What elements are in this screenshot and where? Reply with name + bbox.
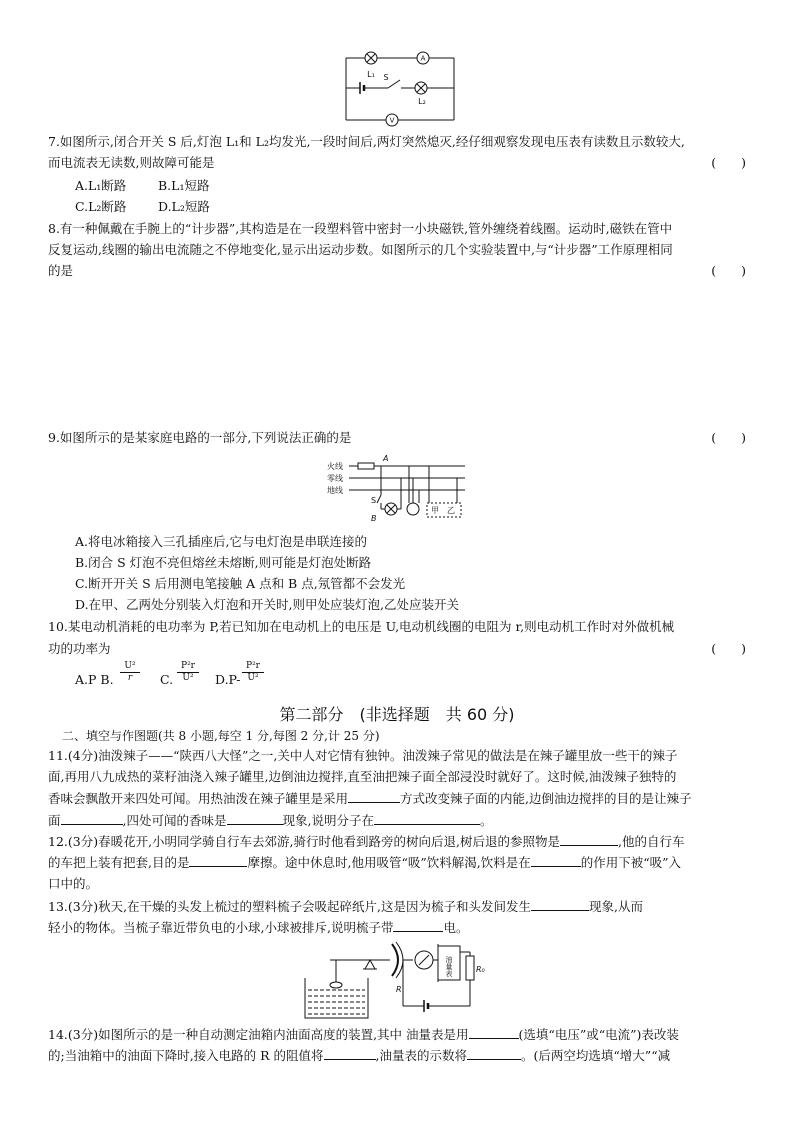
q14-line2	[48, 1047, 670, 1065]
q11-line2: 面,再用八九成热的菜籽油浇入辣子罐里,边倒油边搅拌,直至油把辣子面全部浸没时就好了。这时候,油泼辣子独特的	[48, 769, 677, 784]
q10-b-denominator: r	[127, 673, 133, 683]
q14-line2-part3: 。(后两空均选填“增大”“减	[521, 1048, 671, 1063]
q12-line2	[48, 854, 681, 872]
q12-line3: 口中的。	[48, 876, 99, 891]
q14-line2-part1: 的;当油箱中的油面下降时,接入电路的 R 的阻值将	[48, 1048, 324, 1063]
fuse-icon	[358, 463, 374, 469]
q12-line2-part1: 的车把上装有把套,目的是	[48, 855, 190, 870]
q9-option-d: D.在甲、乙两处分别装入灯泡和开关时,则甲处应装灯泡,乙处应装开关	[75, 597, 459, 612]
q11-blank-2	[61, 812, 123, 825]
q8-stem-line3: 的是	[48, 263, 74, 278]
q10-c-numerator: P²r	[177, 661, 199, 673]
q8-stem-line2: 反复运动,线圈的输出电流随之不停地变化,显示出运动步数。如图所示的几个实验装置中,与“计步器”工作原理相同	[48, 242, 673, 257]
q9-household-circuit-figure	[325, 453, 470, 525]
q10-d-numerator: P²r	[242, 661, 264, 673]
q11-line3-part2: 方式改变辣子面的内能,边倒油边搅拌的目的是让辣子	[400, 791, 692, 806]
ammeter-label: A	[420, 54, 426, 63]
q12-blank-1	[560, 833, 618, 846]
q11-line4-part4: 。	[479, 813, 493, 828]
q10-d-denominator: U²	[247, 673, 259, 683]
q13-blank-2	[393, 919, 443, 932]
ground-wire-label: 地线	[327, 486, 343, 495]
q11-line1: 11.(4分)油泼辣子——“陕西八大怪”之一,关中人对它情有独钟。油泼辣子常见的做法是在辣子罐里放一些干的辣子	[48, 748, 678, 763]
q10-option-c-fraction	[177, 661, 199, 684]
q7-stem-line1: 7.如图所示,闭合开关 S 后,灯泡 L₁和 L₂均发光,一段时间后,两灯突然熄灭,经仔细观察发现电压表有读数且示数较大,	[48, 134, 685, 149]
q10-c-denominator: U²	[182, 673, 194, 683]
q11-line4-part1: 面	[48, 813, 61, 828]
q14-oil-gauge-figure	[300, 938, 500, 1020]
q11-blank-4	[374, 812, 480, 825]
fire-wire-label: 火线	[327, 462, 343, 471]
q9-answer-paren: ( )	[711, 430, 746, 445]
q11-line3	[48, 790, 692, 808]
q10-stem-line1: 10.某电动机消耗的电功率为 P,若已知加在电动机上的电压是 U,电动机线圈的电阻为 r,则电动机工作时对外做机械	[48, 619, 675, 634]
q13-line2-part1: 轻小的物体。当梳子靠近带负电的小球,小球被排斥,说明梳子带	[48, 920, 394, 935]
q14-line1	[48, 1026, 679, 1044]
q13-line2	[48, 919, 468, 937]
q11-line4	[48, 812, 493, 830]
q10-b-numerator: U²	[120, 661, 140, 673]
q14-line1-part2: (选填“电压”或“电流”)表改装	[518, 1027, 679, 1042]
q7-option-c: C.L₂断路	[75, 199, 127, 214]
lamp1-label: L₁	[367, 70, 375, 79]
section2-title: 第二部分 (非选择题 共 60 分)	[279, 705, 515, 724]
q14-line2-part2: ,油量表的示数将	[375, 1048, 468, 1063]
voltmeter-label: V	[389, 116, 395, 125]
q7-stem-line2: 而电流表无读数,则故障可能是	[48, 155, 215, 170]
q11-line4-part3: 现象,说明分子在	[282, 813, 374, 828]
q14-blank-2	[324, 1047, 376, 1060]
q8-answer-paren: ( )	[711, 263, 746, 278]
q13-line2-part2: 电。	[443, 920, 469, 935]
zero-wire-label: 零线	[327, 474, 343, 483]
q11-line4-part2: ,四处可闻的香味是	[122, 813, 227, 828]
q7-answer-paren: ( )	[711, 155, 746, 170]
q12-blank-2	[189, 854, 247, 867]
point-a-label: A	[383, 454, 389, 463]
q11-blank-1	[348, 790, 400, 803]
yi-label: 乙	[447, 506, 455, 515]
q10-option-b-fraction	[120, 661, 140, 684]
r-label: R	[396, 985, 402, 994]
q13-blank-1	[531, 898, 589, 911]
q12-line2-part2: 摩擦。途中休息时,他用吸管“吸”饮料解渴,饮料是在	[247, 855, 531, 870]
q12-line2-part3: 的作用下被“吸”入	[580, 855, 681, 870]
q7-circuit-figure	[338, 44, 460, 130]
q7-option-d: D.L₂短路	[158, 199, 210, 214]
q7-option-a: A.L₁断路	[75, 178, 127, 193]
q10-option-d-fraction	[242, 661, 264, 684]
q10-option-c: C.	[160, 672, 174, 687]
q10-option-ab: A.P B.	[75, 672, 114, 687]
jia-label: 甲	[431, 506, 439, 515]
section2-subtitle: 二、填空与作图题(共 8 小题,每空 1 分,每图 2 分,计 25 分)	[62, 729, 380, 743]
q12-blank-3	[531, 854, 581, 867]
q9-option-a: A.将电冰箱接入三孔插座后,它与电灯泡是串联连接的	[75, 534, 367, 549]
q12-line1-part2: ,他的自行车	[618, 834, 685, 849]
q9-stem: 9.如图所示的是某家庭电路的一部分,下列说法正确的是	[48, 430, 352, 445]
q12-line1	[48, 833, 685, 851]
lamp2-label: L₂	[418, 97, 426, 106]
float-icon	[330, 982, 342, 988]
q11-line3-part1: 香味会飘散开来四处可闻。用热油泼在辣子罐里是采用	[48, 791, 349, 806]
q12-line1-part1: 12.(3分)春暖花开,小明同学骑自行车去郊游,骑行时他看到路旁的树向后退,树后退的参照物是	[48, 834, 561, 849]
point-b-label: B	[371, 514, 377, 523]
q13-line1	[48, 898, 643, 916]
q9-option-c: C.断开开关 S 后用测电笔接触 A 点和 B 点,氖管都不会发光	[75, 576, 406, 591]
gauge-label: 油量表	[445, 956, 453, 977]
q14-blank-1	[469, 1026, 519, 1039]
q9-option-b: B.闭合 S 灯泡不亮但熔丝未熔断,则可能是灯泡处断路	[75, 555, 372, 570]
q13-line1-part2: 现象,从而	[589, 899, 644, 914]
q14-line1-part1: 14.(3分)如图所示的是一种自动测定油箱内油面高度的装置,其中 油量表是用	[48, 1027, 469, 1042]
r0-label: R₀	[476, 965, 485, 974]
q10-stem-line2: 功的功率为	[48, 641, 111, 656]
q13-line1-part1: 13.(3分)秋天,在干燥的头发上梳过的塑料梳子会吸起碎纸片,这是因为梳子和头发间发生	[48, 899, 532, 914]
switch-label: S	[383, 73, 389, 82]
switch-s-label: S	[371, 496, 377, 505]
q11-blank-3	[227, 812, 283, 825]
q10-answer-paren: ( )	[711, 641, 746, 656]
r0-resistor-icon	[466, 956, 474, 980]
q14-blank-3	[467, 1047, 521, 1060]
q7-option-b: B.L₁短路	[158, 178, 210, 193]
q8-stem-line1: 8.有一种佩戴在手腕上的“计步器”,其构造是在一段塑料管中密封一小块磁铁,管外缠绕着线圈。运动时,磁铁在管中	[48, 221, 673, 236]
socket-icon	[407, 503, 419, 515]
q10-option-d: D.P-	[215, 672, 241, 687]
